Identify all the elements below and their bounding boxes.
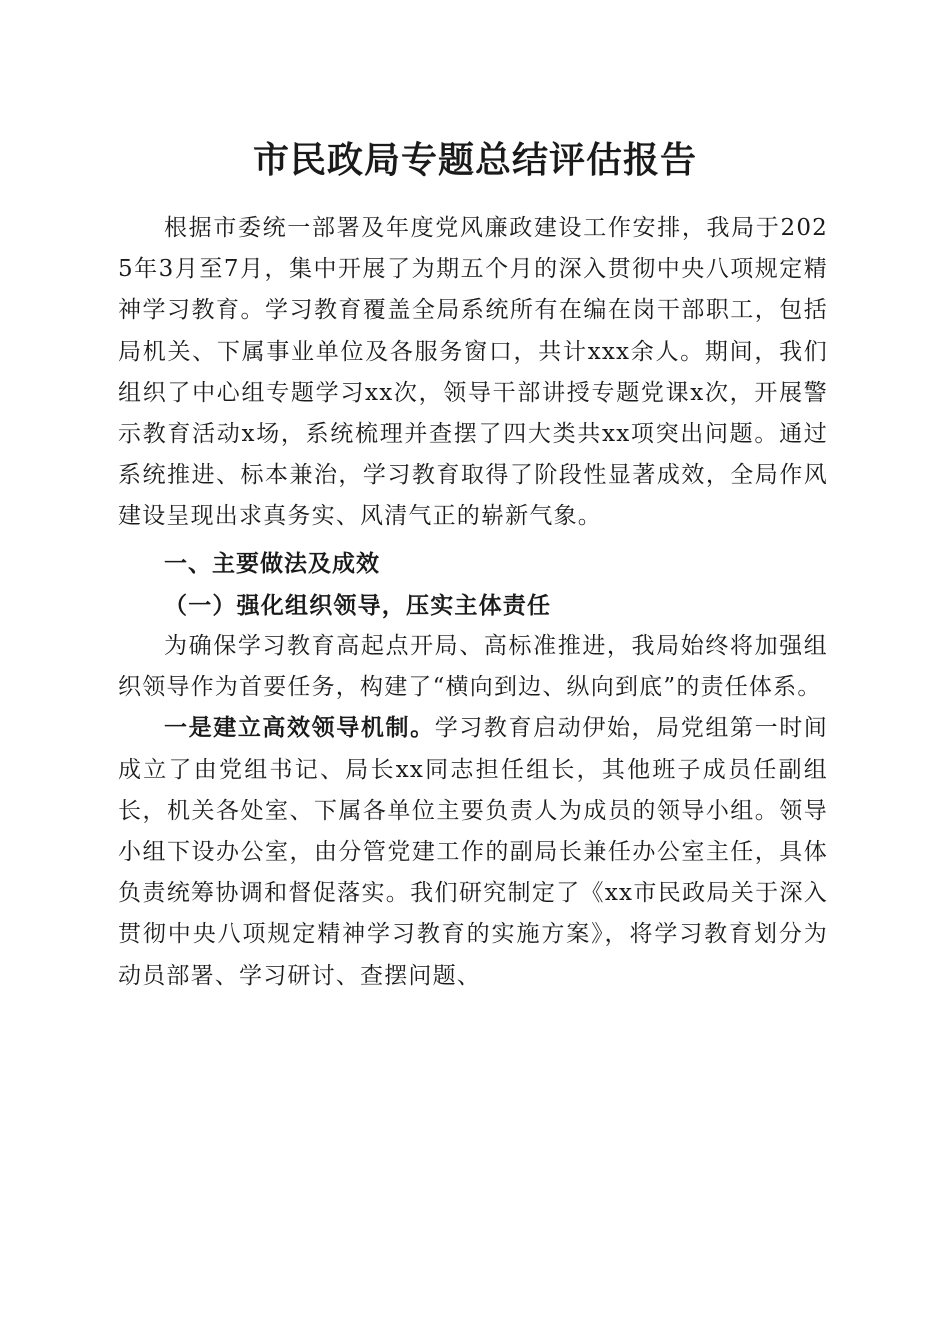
document-body xyxy=(118,208,828,997)
point-1-lead: 一是建立高效领导机制。 xyxy=(164,715,435,742)
point-1-paragraph xyxy=(118,708,828,996)
subsection-1-paragraph: 为确保学习教育高起点开局、高标准推进，我局始终将加强组织领导作为首要任务，构建了“横向到边、纵向到底”的责任体系。 xyxy=(118,633,828,701)
intro-paragraph: 根据市委统一部署及年度党风廉政建设工作安排，我局于2025年3月至7月，集中开展了为期五个月的深入贯彻中央八项规定精神学习教育。学习教育覆盖全局系统所有在编在岗干部职工，包括局机关、下属事业单位及各服务窗口，共计xxx余人。期间，我们组织了中心组专题学习xx次，领导干部讲授专题党课x次，开展警示教育活动x场，系统梳理并查摆了四大类共xx项突出问题。通过系统推进、标本兼治，学习教育取得了阶段性显著成效，全局作风建设呈现出求真务实、风清气正的崭新气象。 xyxy=(118,215,828,530)
subsection-heading-1: （一）强化组织领导，压实主体责任 xyxy=(164,591,552,619)
document-title: 市民政局专题总结评估报告 xyxy=(252,139,697,181)
point-1-text: 学习教育启动伊始，局党组第一时间成立了由党组书记、局长xx同志担任组长，其他班子成员任副组长，机关各处室、下属各单位主要负责人为成员的领导小组。领导小组下设办公室，由分管党建工作的副局长兼任办公室主任，具体负责统筹协调和督促落实。我们研究制定了《xx市民政局关于深入贯彻中央八项规定精神学习教育的实施方案》，将学习教育划分为动员部署、学习研讨、查摆问题、 xyxy=(118,715,828,989)
section-heading-1: 一、主要做法及成效 xyxy=(164,550,380,577)
